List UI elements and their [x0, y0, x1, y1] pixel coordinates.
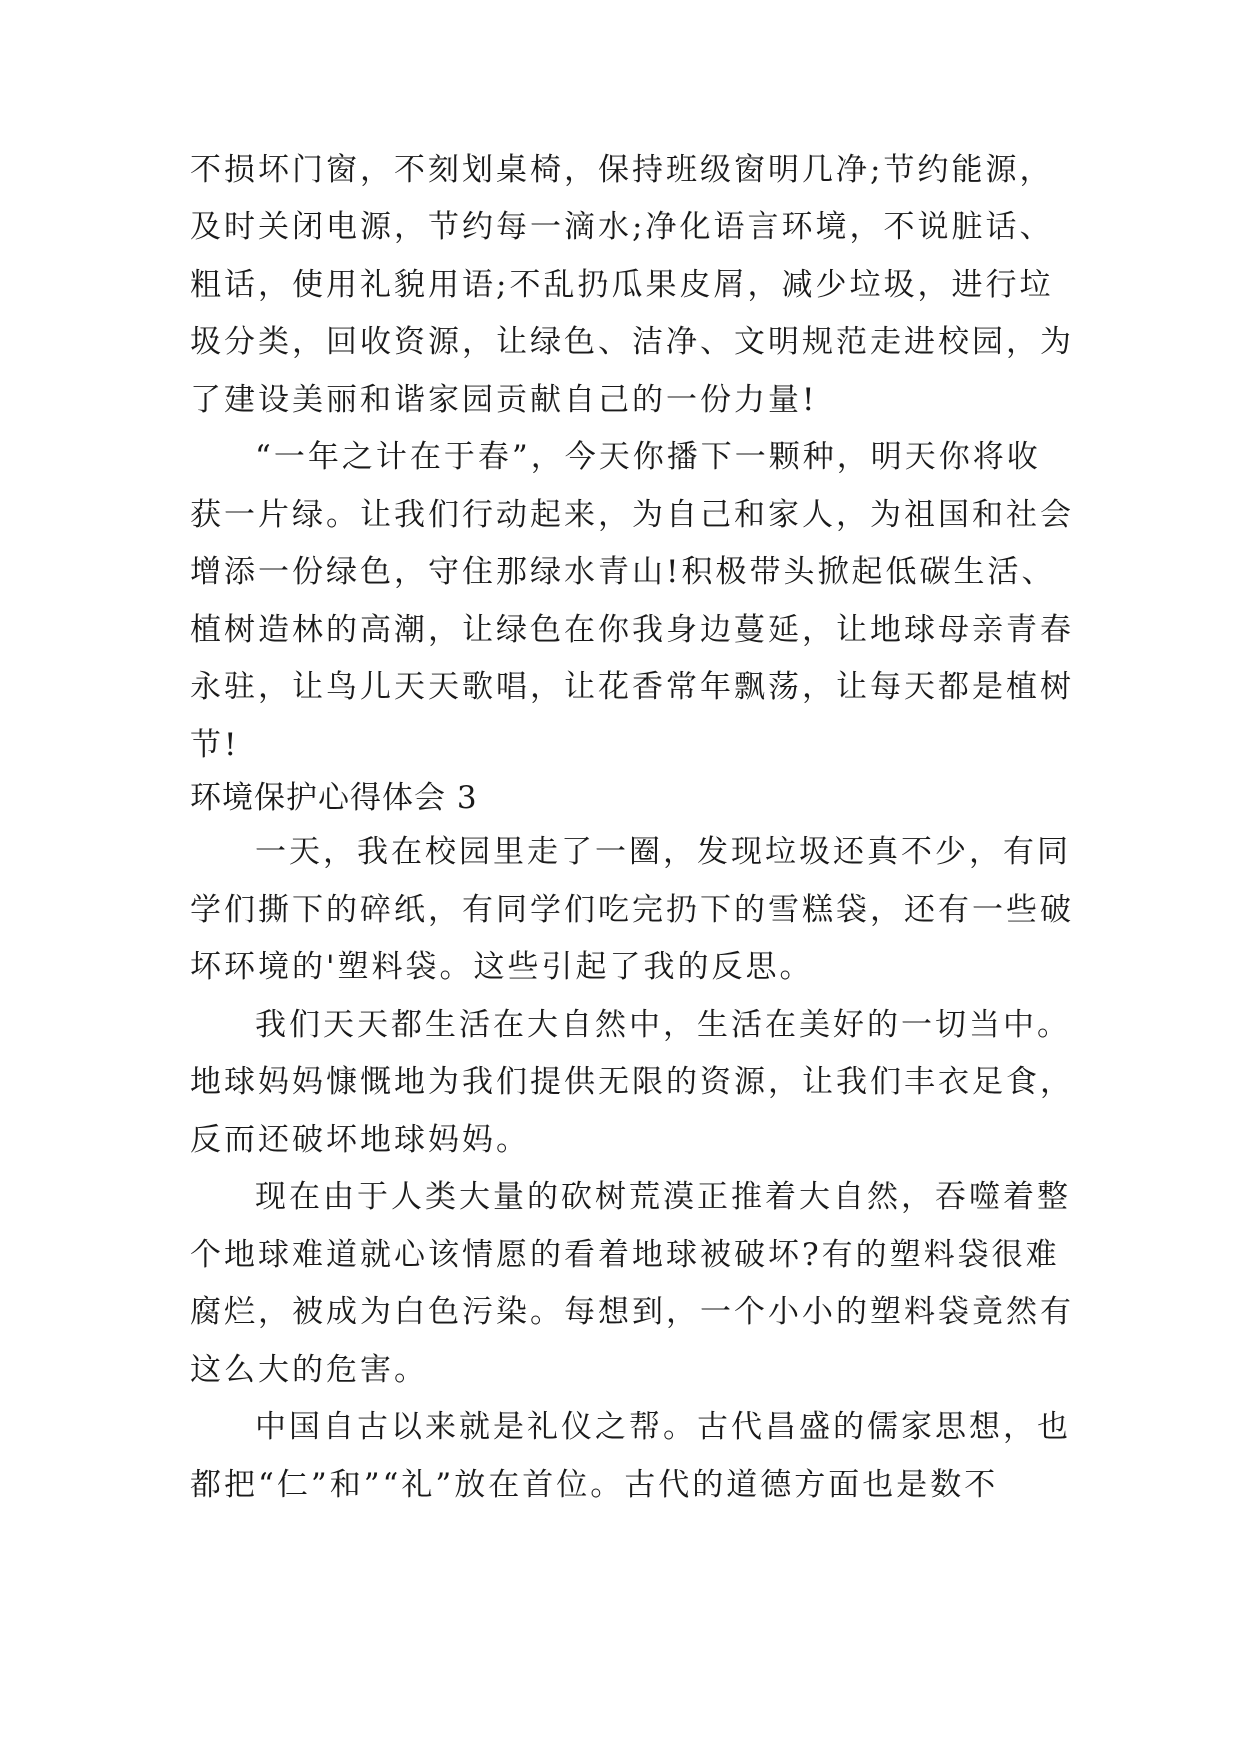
text-line: 圾分类，回收资源，让绿色、洁净、文明规范走进校园，为: [190, 324, 1074, 360]
text-line: 腐烂，被成为白色污染。每想到，一个小小的塑料袋竟然有: [190, 1294, 1074, 1330]
text-line: 植树造林的高潮，让绿色在你我身边蔓延，让地球母亲青春: [190, 612, 1074, 648]
text-line: 坏环境的'塑料袋。这些引起了我的反思。: [190, 949, 814, 985]
text-line: 永驻，让鸟儿天天歌唱，让花香常年飘荡，让每天都是植树: [190, 669, 1074, 705]
text-line: 了建设美丽和谐家园贡献自己的一份力量!: [190, 382, 818, 418]
text-line: 学们撕下的碎纸，有同学们吃完扔下的雪糕袋，还有一些破: [190, 892, 1074, 928]
paragraph-start-line: 一天，我在校园里走了一圈，发现垃圾还真不少，有同: [255, 834, 1071, 870]
paragraph-start-line: “一年之计在于春”，今天你播下一颗种，明天你将收: [255, 439, 1041, 475]
text-line: 不损坏门窗，不刻划桌椅，保持班级窗明几净;节约能源，: [190, 152, 1054, 188]
text-line: 这么大的危害。: [190, 1352, 428, 1388]
text-line: 增添一份绿色，守住那绿水青山!积极带头掀起低碳生活、: [190, 554, 1056, 590]
text-line: 节!: [190, 727, 240, 763]
text-line: 反而还破坏地球妈妈。: [190, 1122, 530, 1158]
paragraph-start-line: 中国自古以来就是礼仪之帮。古代昌盛的儒家思想，也: [255, 1409, 1071, 1445]
paragraph-start-line: 现在由于人类大量的砍树荒漠正推着大自然，吞噬着整: [255, 1179, 1071, 1215]
text-line: 地球妈妈慷慨地为我们提供无限的资源，让我们丰衣足食，: [190, 1064, 1074, 1100]
text-line: 个地球难道就心该情愿的看着地球被破坏?有的塑料袋很难: [190, 1237, 1060, 1273]
paragraph-start-line: 我们天天都生活在大自然中，生活在美好的一切当中。: [255, 1007, 1071, 1043]
section-heading: 环境保护心得体会 3: [190, 780, 478, 816]
text-line: 粗话，使用礼貌用语;不乱扔瓜果皮屑，减少垃圾，进行垃: [190, 267, 1054, 303]
text-line: 都把“仁”和”“礼”放在首位。古代的道德方面也是数不: [190, 1467, 999, 1503]
text-line: 及时关闭电源，节约每一滴水;净化语言环境，不说脏话、: [190, 209, 1054, 245]
text-line: 获一片绿。让我们行动起来，为自己和家人，为祖国和社会: [190, 497, 1074, 533]
